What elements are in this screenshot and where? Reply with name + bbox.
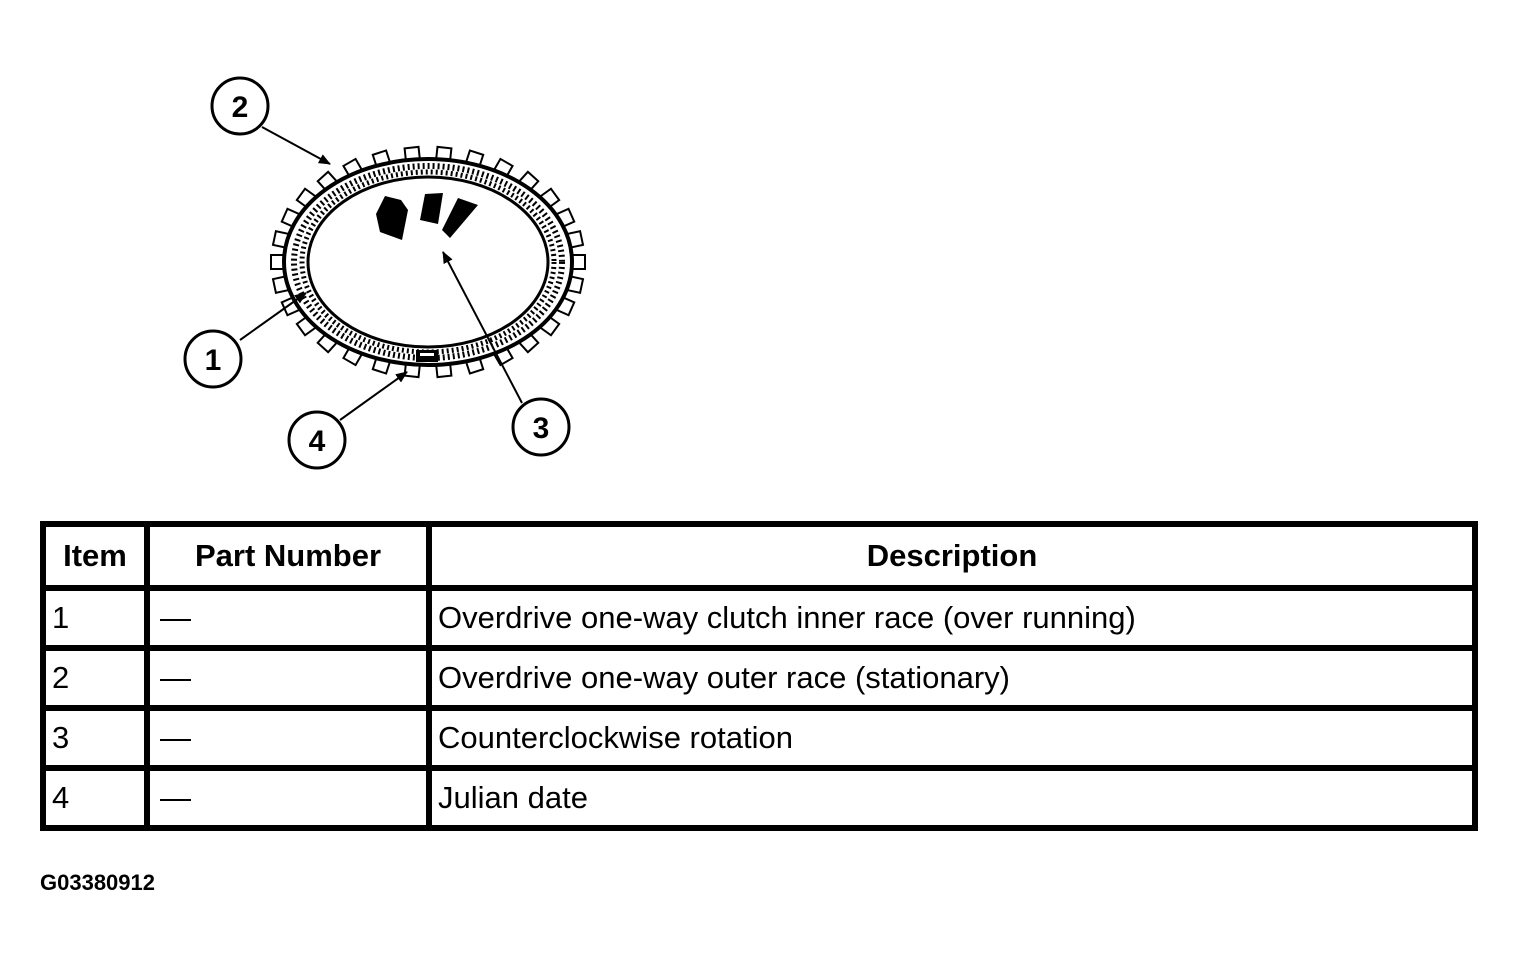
callout-1 (185, 331, 241, 387)
cell-part-number: — (147, 588, 429, 648)
svg-text:3: 3 (532, 412, 550, 445)
cell-description: Julian date (429, 768, 1475, 828)
header-part-number: Part Number (147, 524, 429, 588)
table-row (43, 708, 1475, 768)
table-header-row (43, 524, 1475, 588)
cell-item: 3 (43, 708, 147, 768)
header-description: Description (429, 524, 1475, 588)
svg-text:4: 4 (308, 425, 326, 458)
figure-id: G03380912 (40, 870, 155, 895)
cell-description: Counterclockwise rotation (429, 708, 1475, 768)
table-row (43, 768, 1475, 828)
header-item: Item (43, 524, 147, 588)
parts-table (40, 521, 1478, 831)
leader-line-4 (340, 372, 407, 420)
table-row (43, 588, 1475, 648)
svg-text:1: 1 (204, 344, 222, 377)
cell-item: 1 (43, 588, 147, 648)
cell-part-number: — (147, 708, 429, 768)
cell-part-number: — (147, 648, 429, 708)
callout-3 (513, 399, 569, 455)
cell-description: Overdrive one-way outer race (stationary) (429, 648, 1475, 708)
svg-text:2: 2 (231, 91, 249, 124)
leader-line-2 (262, 127, 330, 164)
callout-4 (289, 412, 345, 468)
leader-line-1 (240, 293, 306, 340)
cell-part-number: — (147, 768, 429, 828)
cell-description: Overdrive one-way clutch inner race (over running) (429, 588, 1475, 648)
callout-2 (212, 78, 268, 134)
cell-item: 4 (43, 768, 147, 828)
cell-item: 2 (43, 648, 147, 708)
table-row (43, 648, 1475, 708)
